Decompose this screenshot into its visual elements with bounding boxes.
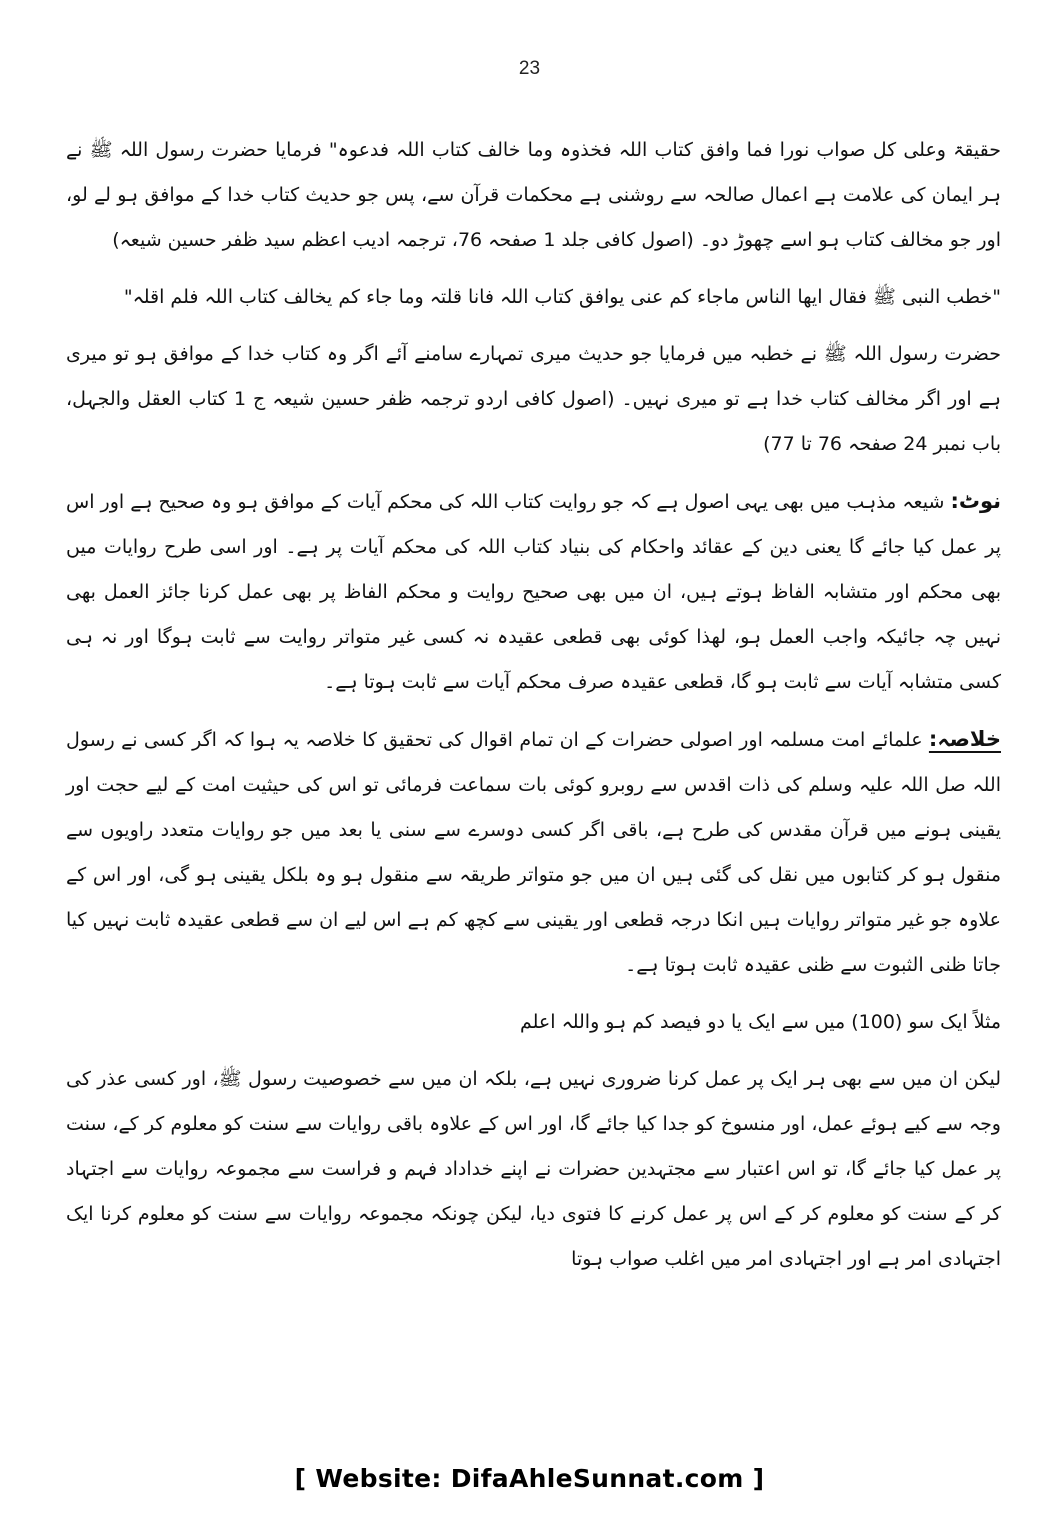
paragraph-text: حضرت رسول اللہ ﷺ نے خطبہ میں فرمایا جو حدیث میری تمہارے سامنے آئے اگر وہ کتاب خدا کے موافق ہو تو میری ہے اور اگر مخالف کتاب خدا ہے تو میری نہیں۔ (اصول کافی اردو ترجمہ ظفر حسین شیعہ ج 1 کتاب العقل والجہل، باب نمبر 24 صفحہ 76 تا 77) [66, 343, 1001, 455]
paragraph-text: حقیقۃ وعلی کل صواب نورا فما وافق کتاب اللہ فخذوہ وما خالف کتاب اللہ فدعوہ" فرمایا حضرت رسول اللہ ﷺ نے ہر ایمان کی علامت ہے اعمال صالحہ سے روشنی ہے محکمات قرآن سے، پس جو حدیث کتاب خدا کے موافق ہو لے لو، اور جو مخالف کتاب ہو اسے چھوڑ دو۔ (اصول کافی جلد 1 صفحہ 76، ترجمہ ادیب اعظم سید ظفر حسین شیعہ) [66, 139, 1001, 251]
paragraph-conclusion [66, 1057, 1001, 1282]
summary-label: خلاصہ: [928, 727, 1001, 751]
paragraph-text: "خطب النبی ﷺ فقال ایها الناس ماجاء کم عنی یوافق کتاب اللہ فانا قلتہ وما جاء کم یخالف کتاب اللہ فلم اقلہ" [123, 286, 1001, 308]
paragraph-note [66, 479, 1001, 705]
paragraph-example [66, 1000, 1001, 1045]
paragraph-text: مثلاً ایک سو (100) میں سے ایک یا دو فیصد کم ہو واللہ اعلم [519, 1011, 1001, 1033]
body-text [66, 128, 1001, 1282]
paragraph-summary [66, 717, 1001, 988]
paragraph-arabic-quote [66, 275, 1001, 320]
paragraph-text: لیکن ان میں سے بھی ہر ایک پر عمل کرنا ضروری نہیں ہے، بلکہ ان میں سے خصوصیت رسول ﷺ، اور کسی عذر کی وجہ سے کیے ہوئے عمل، اور منسوخ کو جدا کیا جائے گا، اور اس کے علاوہ باقی روایات سے سنت کو معلوم کر کے، سنت پر عمل کیا جائے گا، تو اس اعتبار سے مجتہدین حضرات نے اپنے خداداد فہم و فراست سے مجموعہ روایات سے اجتہاد کر کے سنت کو معلوم کر کے اس پر عمل کرنے کا فتوی دیا، لیکن چونکہ مجموعہ روایات سے سنت کو معلوم کرنا ایک اجتہادی امر ہے اور اجتہادی امر میں اغلب صواب ہوتا [66, 1068, 1001, 1270]
paragraph-text: شیعہ مذہب میں بھی یہی اصول ہے کہ جو روایت کتاب اللہ کی محکم آیات کے موافق ہو وہ صحیح ہے اور اس پر عمل کیا جائے گا یعنی دین کے عقائد واحکام کی بنیاد کتاب اللہ کی محکم آیات پر ہے۔ اور اسی طرح روایات میں بھی محکم اور متشابہ الفاظ ہوتے ہیں، ان میں بھی صحیح روایت و محکم الفاظ پر بھی عمل کرنا جائز العمل بھی نہیں چہ جائیکہ واجب العمل ہو، لھذا کوئی بھی قطعی عقیدہ نہ کسی غیر متواتر روایت سے ثابت ہوگا اور نہ ہی کسی متشابہ آیات سے ثابت ہو گا، قطعی عقیدہ صرف محکم آیات سے ثابت ہوتا ہے۔ [66, 491, 1001, 693]
page-number: 23 [518, 58, 541, 79]
paragraph-sermon-translation [66, 332, 1001, 467]
website-footer: [ Website: DifaAhleSunnat.com ] [294, 1464, 765, 1493]
paragraph-hadith-explanation [66, 128, 1001, 263]
note-label: نوٹ: [950, 489, 1001, 513]
paragraph-text: علمائے امت مسلمہ اور اصولی حضرات کے ان تمام اقوال کی تحقیق کا خلاصہ یہ ہوا کہ اگر کسی نے رسول اللہ صل اللہ علیہ وسلم کی ذات اقدس سے روبرو کوئی بات سماعت فرمائی تو اس کی حیثیت امت کے لیے حجت اور یقینی ہونے میں قرآن مقدس کی طرح ہے، باقی اگر کسی دوسرے سے سنی یا بعد میں جو روایات متعدد راویوں سے منقول ہو کر کتابوں میں نقل کی گئی ہیں ان میں جو متواتر طریقہ سے منقول ہو وہ بلکل یقینی ہو گی، اور اس کے علاوہ جو غیر متواتر روایات ہیں انکا درجہ قطعی اور یقینی سے کچھ کم ہے اس لیے ان سے قطعی عقیدہ ثابت نہیں کیا جاتا ظنی الثبوت سے ظنی عقیدہ ثابت ہوتا ہے۔ [66, 729, 1001, 976]
